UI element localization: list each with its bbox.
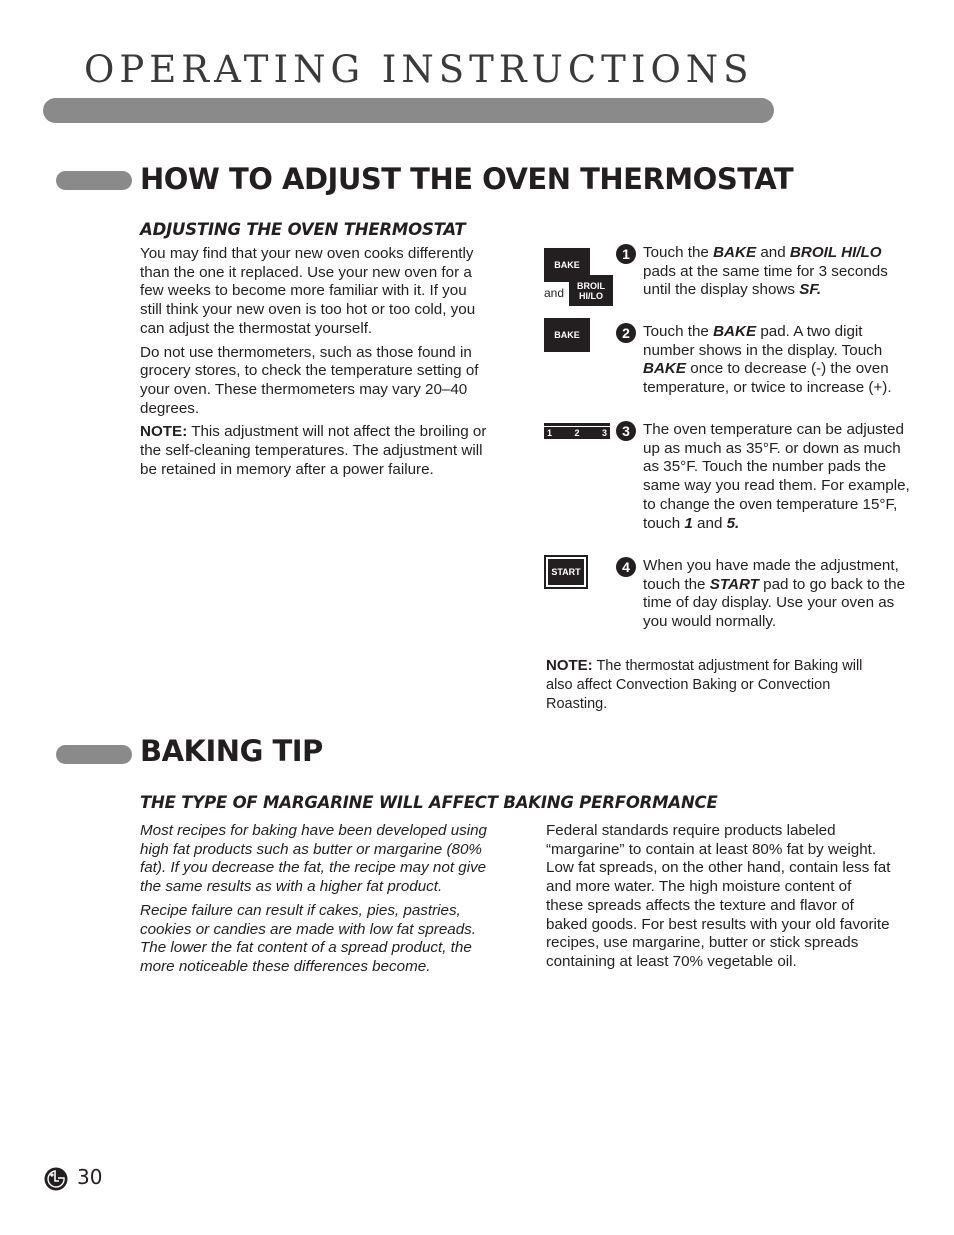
step-text: Touch the — [643, 323, 714, 340]
broil-pad-icon — [569, 275, 613, 306]
broil-pad-line2: HI/LO — [579, 290, 603, 301]
step-key: SF. — [799, 281, 822, 299]
standards-paragraph: Federal standards require products labeled “margarine” to contain at least 80% fat by weight. Low fat spreads, on the other hand, contain less fat and more water. The high moisture content of these spreads affects the texture and flavor of baked goods. For best results with your old favorite recipes, use margarine, butter or stick spreads containing at least 70% vegetable oil. — [546, 822, 891, 970]
number-pad-3: 3 — [601, 428, 607, 438]
step-key: BAKE — [713, 323, 757, 340]
step-key: BAKE — [713, 244, 757, 261]
thermostat-intro — [140, 245, 490, 484]
step-key: 5. — [726, 514, 740, 532]
step-3 — [540, 421, 910, 553]
section-marker — [56, 745, 132, 764]
step-number: 1 — [616, 244, 636, 264]
step-text: and — [756, 244, 790, 261]
step-number: 4 — [616, 557, 636, 577]
number-pad-2: 2 — [574, 428, 580, 438]
start-pad-icon — [544, 555, 588, 589]
step-text: pads at the same time for 3 seconds until the display shows — [643, 262, 888, 299]
section-marker — [56, 171, 132, 190]
section-title-thermostat: HOW TO ADJUST THE OVEN THERMOSTAT — [140, 162, 794, 196]
step-text: pad. A two digit number shows in the display. Touch — [643, 323, 883, 359]
step-text: once to decrease (-) the oven temperature, or twice to increase (+). — [643, 360, 892, 397]
steps-list — [540, 244, 910, 636]
step-number: 2 — [616, 323, 636, 343]
step-key: 1 — [684, 514, 693, 532]
step-key: BAKE — [643, 360, 687, 378]
step-4 — [540, 557, 910, 632]
convection-note — [546, 656, 891, 714]
step-key: START — [709, 575, 759, 593]
broil-pad-line1: BROIL — [577, 280, 605, 291]
note-label: NOTE: — [140, 423, 188, 441]
step-text: When you have made the adjustment, touch the — [643, 557, 899, 593]
step-text: Touch the — [643, 244, 714, 261]
bake-pad-icon: BAKE — [544, 248, 590, 282]
step-1 — [540, 244, 910, 319]
number-pad-1: 1 — [547, 428, 553, 438]
note-text: The thermostat adjustment for Baking will also affect Convection Baking or Convection Roasting. — [546, 658, 863, 712]
failure-paragraph: Recipe failure can result if cakes, pies, pastries, cookies or candies are made with low fat spreads. The lower the fat content of a spread product, the more noticeable these differences become. — [140, 901, 476, 975]
step-text: and — [692, 514, 727, 532]
step-2 — [540, 323, 910, 417]
section-title-baking-tip: BAKING TIP — [140, 734, 323, 768]
page-number: 30 — [77, 1165, 103, 1189]
lg-logo-icon — [44, 1167, 68, 1191]
step-number: 3 — [616, 421, 636, 441]
note-label: NOTE: — [546, 657, 593, 674]
thermometer-paragraph: Do not use thermometers, such as those found in grocery stores, to check the temperature setting of your oven. These thermometers may vary 20–40 degrees. — [140, 343, 479, 417]
start-pad-label: START — [548, 559, 584, 585]
step-text: The oven temperature can be adjusted up as much as 35°F. or down as much as 35°F. Touch the number pads the same way you read them. For example, to change the oven temperature 15°F, touch — [643, 421, 910, 532]
and-label: and — [544, 286, 565, 300]
note-text: This adjustment will not affect the broiling or the self-cleaning temperatures. The adjustment will be retained in memory after a power failure. — [140, 423, 487, 478]
subhead-adjusting: ADJUSTING THE OVEN THERMOSTAT — [140, 220, 466, 239]
recipe-paragraph: Most recipes for baking have been developed using high fat products such as butter or margarine (80% fat). If you decrease the fat, the recipe may not give the same results as with a higher fat product. — [140, 822, 488, 896]
header-bar — [43, 98, 774, 123]
intro-paragraph: You may find that your new oven cooks differently than the one it replaced. Use your new oven for a few weeks to become more familiar with it. If you still think your new oven is too hot or too cold, you can adjust the thermostat yourself. — [140, 245, 476, 337]
note-paragraph — [140, 423, 490, 479]
step-key: BROIL HI/LO — [789, 244, 882, 261]
step-text: pad to go back to the time of day display. Use your oven as you would normally. — [643, 575, 906, 631]
baking-tip-left — [140, 822, 495, 982]
page-title: OPERATING INSTRUCTIONS — [84, 48, 754, 91]
bake-pad-icon: BAKE — [544, 318, 590, 352]
subhead-margarine: THE TYPE OF MARGARINE WILL AFFECT BAKING PERFORMANCE — [140, 793, 718, 812]
number-pads-icon — [544, 423, 610, 439]
